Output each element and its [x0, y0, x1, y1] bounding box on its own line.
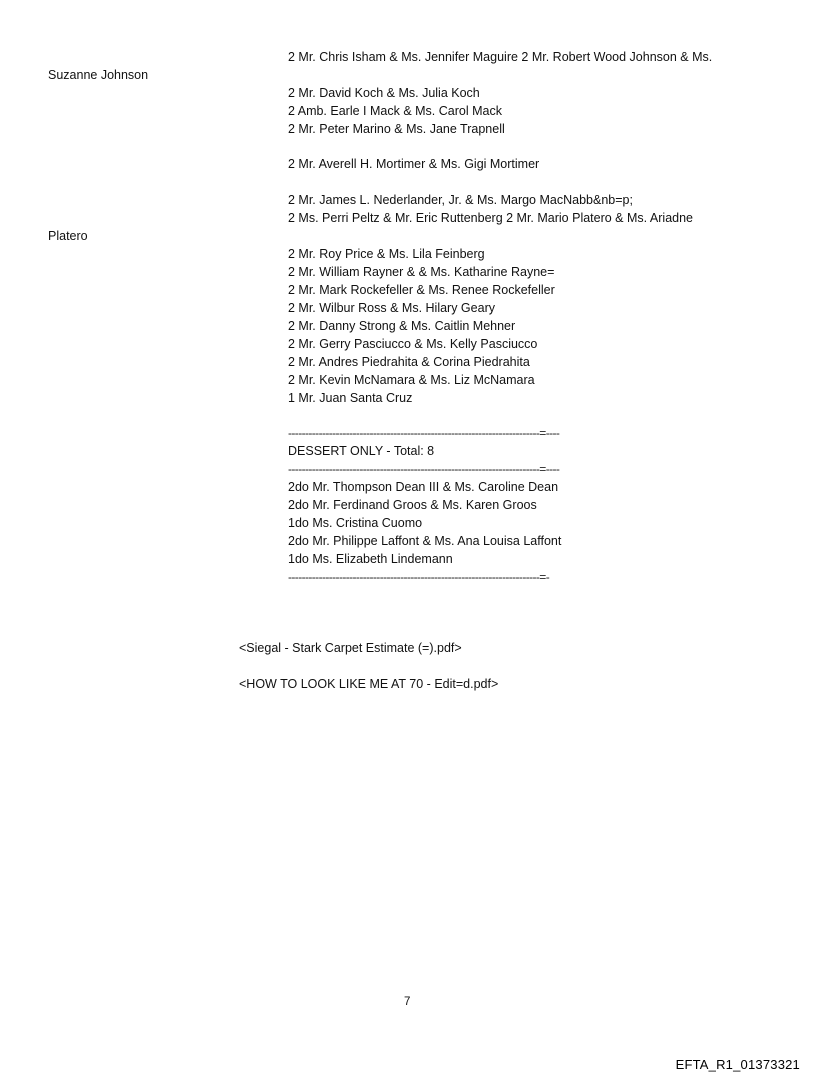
guest-line: 2 Ms. Perri Peltz & Mr. Eric Ruttenberg 2 Mr. Mario Platero & Ms. Ariadne: [288, 211, 693, 225]
guest-line: 2 Mr. Mark Rockefeller & Ms. Renee Rockefeller: [288, 283, 555, 297]
dessert-heading: DESSERT ONLY - Total: 8: [288, 444, 435, 458]
guest-line: 2 Mr. Chris Isham & Ms. Jennifer Maguire 2 Mr. Robert Wood Johnson & Ms.: [288, 50, 713, 64]
attachment-link[interactable]: <HOW TO LOOK LIKE ME AT 70 - Edit=d.pdf>: [239, 677, 499, 691]
guest-line-wrap: Platero: [48, 229, 88, 243]
guest-line: 2 Mr. David Koch & Ms. Julia Koch: [288, 86, 480, 100]
guest-line: 2 Mr. Kevin McNamara & Ms. Liz McNamara: [288, 373, 535, 387]
separator-line: --------------------------------------------------------------------------=----: [288, 462, 560, 476]
guest-line: 2 Mr. Roy Price & Ms. Lila Feinberg: [288, 247, 485, 261]
guest-line: 2 Amb. Earle I Mack & Ms. Carol Mack: [288, 104, 502, 118]
guest-line: 2 Mr. Averell H. Mortimer & Ms. Gigi Mortimer: [288, 157, 540, 171]
guest-line: 2 Mr. Danny Strong & Ms. Caitlin Mehner: [288, 319, 516, 333]
guest-line: 2 Mr. Peter Marino & Ms. Jane Trapnell: [288, 122, 505, 136]
attachment-link[interactable]: <Siegal - Stark Carpet Estimate (=).pdf>: [239, 641, 462, 655]
dessert-entry: 2do Mr. Ferdinand Groos & Ms. Karen Groos: [288, 498, 537, 512]
guest-line: 2 Mr. Andres Piedrahita & Corina Piedrahita: [288, 355, 530, 369]
page-number: 7: [404, 996, 411, 1008]
guest-line: 2 Mr. Gerry Pasciucco & Ms. Kelly Pasciucco: [288, 337, 538, 351]
dessert-entry: 1do Ms. Elizabeth Lindemann: [288, 552, 453, 566]
document-id: EFTA_R1_01373321: [675, 1057, 800, 1072]
dessert-entry: 2do Mr. Philippe Laffont & Ms. Ana Louisa Laffont: [288, 534, 562, 548]
separator-line: --------------------------------------------------------------------------=----: [288, 426, 560, 440]
guest-line: 2 Mr. James L. Nederlander, Jr. & Ms. Margo MacNabb&nb=p;: [288, 193, 633, 207]
guest-line: 2 Mr. William Rayner & & Ms. Katharine Rayne=: [288, 265, 555, 279]
guest-line-wrap: Suzanne Johnson: [48, 68, 149, 82]
dessert-entry: 2do Mr. Thompson Dean III & Ms. Caroline Dean: [288, 480, 559, 494]
guest-line: 2 Mr. Wilbur Ross & Ms. Hilary Geary: [288, 301, 495, 315]
separator-line: --------------------------------------------------------------------------=-: [288, 570, 550, 584]
guest-line: 1 Mr. Juan Santa Cruz: [288, 391, 413, 405]
dessert-entry: 1do Ms. Cristina Cuomo: [288, 516, 423, 530]
